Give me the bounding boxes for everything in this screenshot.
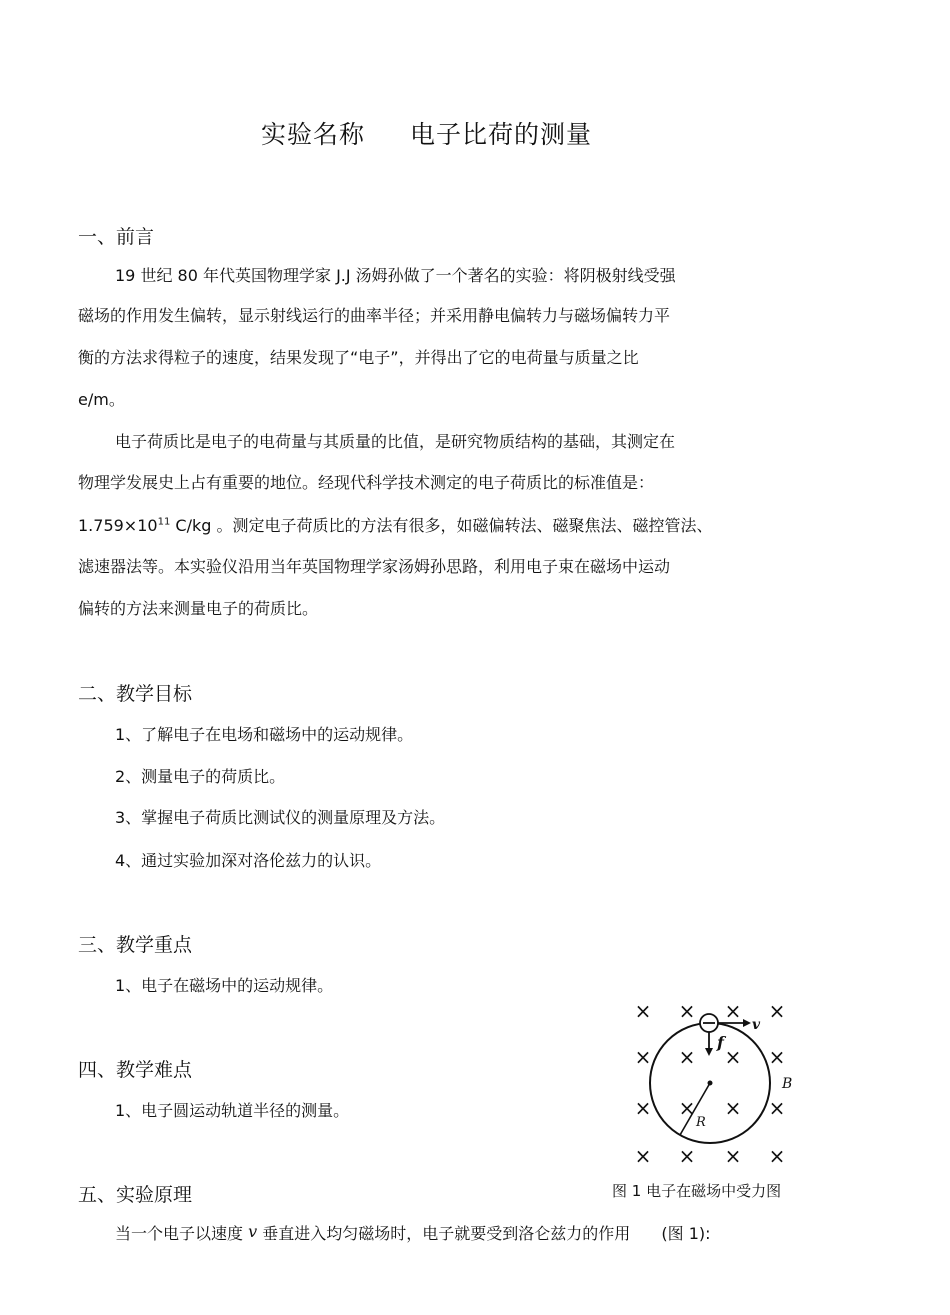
cross-mark: × [634, 999, 652, 1023]
intro2-line-5: 偏转的方法来测量电子的荷质比。 [78, 599, 319, 618]
cross-mark: × [768, 1045, 786, 1069]
principle-text-a: 当一个电子以速度 [115, 1224, 244, 1243]
intro2-line-4: 滤速器法等。本实验仪沿用当年英国物理学家汤姆孙思路，利用电子束在磁场中运动 [78, 557, 671, 576]
intro2-line-3 [78, 513, 713, 536]
intro-line-4: e/m。 [78, 390, 125, 409]
cross-mark: × [724, 1045, 742, 1069]
cross-mark: × [678, 1096, 696, 1120]
figure-caption: 图 1 电子在磁场中受力图 [612, 1182, 782, 1200]
intro-line-2: 磁场的作用发生偏转，显示射线运行的曲率半径；并采用静电偏转力与磁场偏转力平 [78, 306, 671, 325]
label-f: f [717, 1033, 724, 1052]
section-heading-principle: 五、实验原理 [78, 1184, 193, 1206]
cross-mark: × [634, 1045, 652, 1069]
label-B: B [782, 1076, 793, 1092]
page-title: 电子比荷的测量 [410, 120, 593, 149]
force-arrowhead [705, 1048, 713, 1056]
standard-value-unit: C/kg [170, 516, 212, 535]
standard-value-exponent: 11 [157, 516, 171, 528]
cross-mark: × [724, 1096, 742, 1120]
objective-item-1: 1、了解电子在电场和磁场中的运动规律。 [115, 725, 414, 744]
label-R: R [696, 1115, 706, 1130]
principle-line-1 [115, 1221, 711, 1244]
cross-mark: × [678, 999, 696, 1023]
section-heading-intro: 一、前言 [78, 226, 155, 248]
difficulty-item-1: 1、电子圆运动轨道半径的测量。 [115, 1101, 350, 1120]
intro-line-3: 衡的方法求得粒子的速度，结果发现了“电子”，并得出了它的电荷量与质量之比 [78, 348, 639, 367]
intro2-line-2: 物理学发展史上占有重要的地位。经现代科学技术测定的电子荷质比的标准值是： [78, 473, 655, 492]
principle-text-c: (图 1): [661, 1224, 711, 1243]
title-label: 实验名称 [261, 120, 366, 149]
intro2-line-3-rest: 。测定电子荷质比的方法有很多，如磁偏转法、磁聚焦法、磁控管法、 [216, 516, 713, 535]
objective-item-2: 2、测量电子的荷质比。 [115, 767, 286, 786]
objective-item-4: 4、通过实验加深对洛伦兹力的认识。 [115, 851, 382, 870]
cross-mark: × [768, 999, 786, 1023]
key-point-item-1: 1、电子在磁场中的运动规律。 [115, 976, 334, 995]
section-heading-difficulties: 四、教学难点 [78, 1059, 193, 1081]
section-heading-objectives: 二、教学目标 [78, 683, 193, 705]
cross-mark: × [634, 1096, 652, 1120]
cross-mark: × [678, 1045, 696, 1069]
principle-text-b: 垂直进入均匀磁场时，电子就要受到洛仑兹力的作用 [262, 1224, 631, 1243]
velocity-symbol: v [248, 1222, 258, 1241]
label-v: v [752, 1017, 761, 1033]
cross-mark: × [634, 1144, 652, 1168]
cross-mark: × [678, 1144, 696, 1168]
cross-mark: × [768, 1096, 786, 1120]
cross-mark: × [724, 999, 742, 1023]
intro2-line-1: 电子荷质比是电子的电荷量与其质量的比值，是研究物质结构的基础，其测定在 [115, 432, 676, 451]
intro-line-1: 19 世纪 80 年代英国物理学家 J.J 汤姆孙做了一个著名的实验：将阴极射线受强 [115, 266, 676, 285]
cross-mark: × [768, 1144, 786, 1168]
figure-electron-in-magnetic-field [625, 995, 795, 1170]
velocity-arrowhead [743, 1019, 751, 1027]
standard-value-base: 1.759×10 [78, 516, 158, 535]
cross-mark: × [724, 1144, 742, 1168]
section-heading-key-points: 三、教学重点 [78, 934, 193, 956]
objective-item-3: 3、掌握电子荷质比测试仪的测量原理及方法。 [115, 808, 446, 827]
